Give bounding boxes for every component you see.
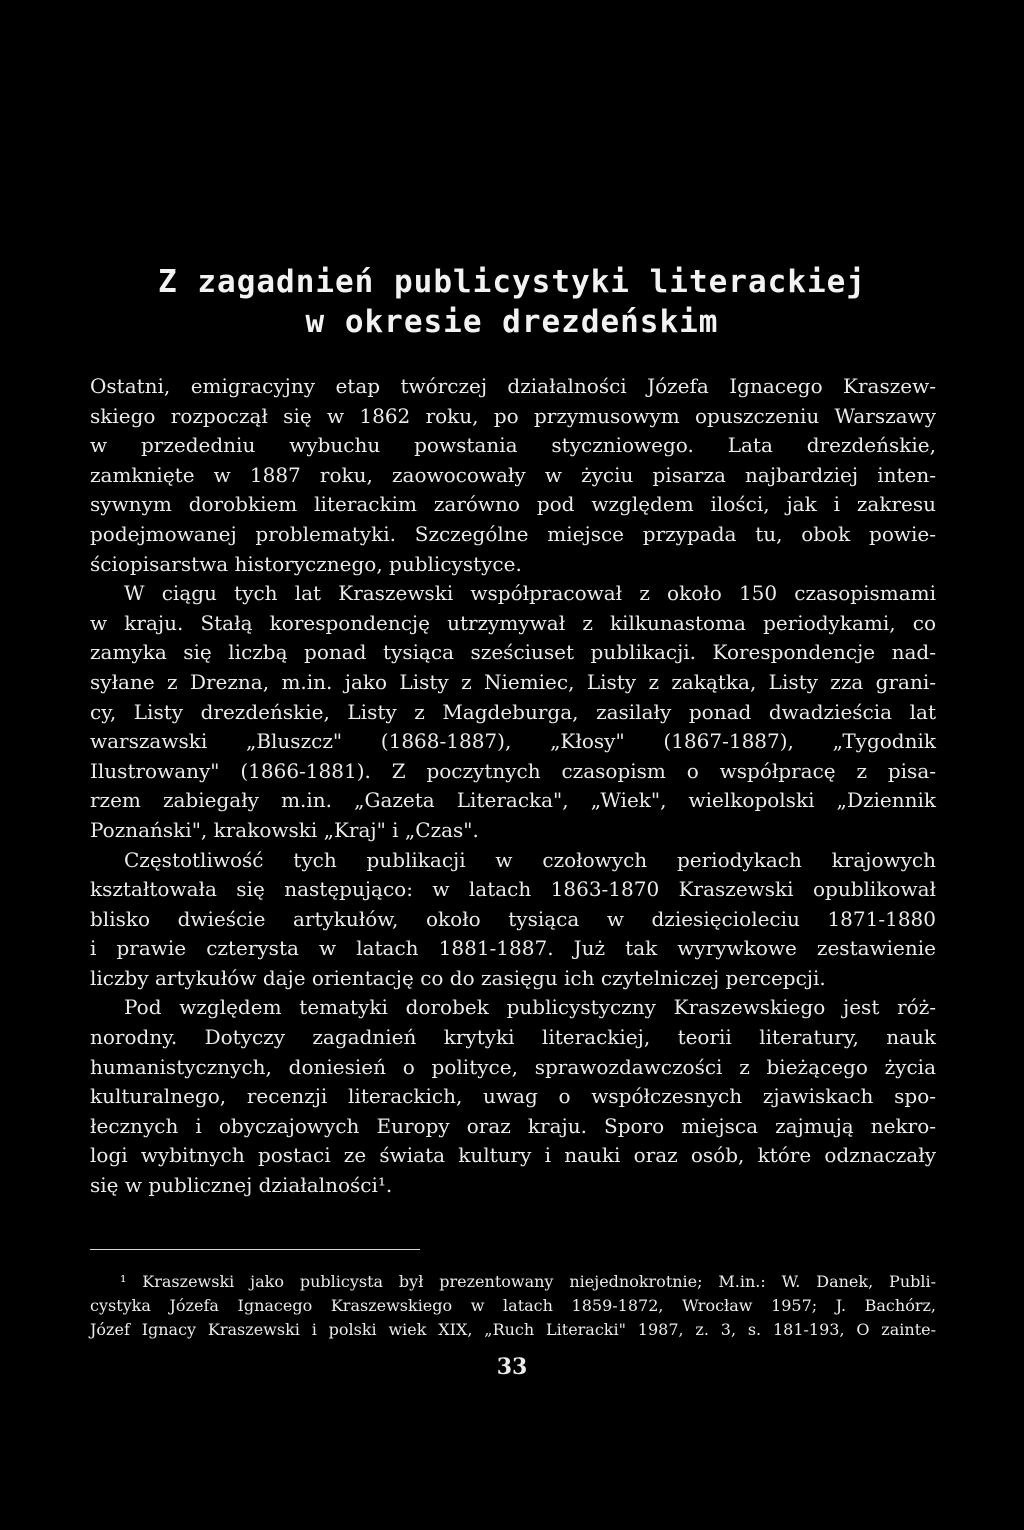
footnote-divider bbox=[90, 1249, 420, 1250]
text-line: humanistycznych, doniesień o polityce, sprawozdawczości z bieżącego życia bbox=[90, 1054, 936, 1079]
text-line: logi wybitnych postaci ze świata kultury i nauki oraz osób, które odznaczały bbox=[90, 1143, 936, 1168]
paragraph-4 bbox=[90, 993, 936, 1200]
text-line: syłane z Drezna, m.in. jako Listy z Niemiec, Listy z zakątka, Listy zza grani- bbox=[90, 669, 936, 694]
text-line: blisko dwieście artykułów, około tysiąca w dziesięcioleciu 1871-1880 bbox=[90, 906, 936, 931]
text-line: skiego rozpoczął się w 1862 roku, po przymusowym opuszczeniu Warszawy bbox=[90, 403, 936, 428]
text-line: warszawski „Bluszcz" (1868-1887), „Kłosy" (1867-1887), „Tygodnik bbox=[90, 729, 936, 754]
text-line: w przededniu wybuchu powstania styczniowego. Lata drezdeńskie, bbox=[90, 433, 936, 458]
text-line: sywnym dorobkiem literackim zarówno pod względem ilości, jak i zakresu bbox=[90, 492, 936, 517]
footnote bbox=[90, 1270, 936, 1342]
text-line: Częstotliwość tych publikacji w czołowych periodykach krajowych bbox=[124, 847, 936, 872]
body-text bbox=[90, 372, 936, 1201]
text-line: W ciągu tych lat Kraszewski współpracował z około 150 czasopismami bbox=[124, 581, 936, 606]
text-line: kształtowała się następująco: w latach 1863-1870 Kraszewski opublikował bbox=[90, 877, 936, 902]
text-line: norodny. Dotyczy zagadnień krytyki literackiej, teorii literatury, nauk bbox=[90, 1025, 936, 1050]
text-line: Poznański", krakowski „Kraj" i „Czas". bbox=[90, 817, 479, 842]
footnote-line: ¹ Kraszewski jako publicysta był prezentowany niejednokrotnie; M.in.: W. Danek, Publi- bbox=[120, 1272, 936, 1291]
text-line: łecznych i obyczajowych Europy oraz kraju. Sporo miejsca zajmują nekro- bbox=[90, 1113, 936, 1138]
text-line: cy, Listy drezdeńskie, Listy z Magdeburga, zasilały ponad dwadzieścia lat bbox=[90, 699, 936, 724]
text-line: się w publicznej działalności¹. bbox=[90, 1173, 393, 1198]
text-line: zamyka się liczbą ponad tysiąca sześciuset publikacji. Korespondencje nad- bbox=[90, 640, 936, 665]
paragraph-1 bbox=[90, 372, 936, 579]
text-line: Ostatni, emigracyjny etap twórczej działalności Józefa Ignacego Kraszew- bbox=[90, 374, 936, 398]
chapter-title-line-2: w okresie drezdeńskim bbox=[305, 304, 719, 340]
footnote-line: Józef Ignacy Kraszewski i polski wiek XIX, „Ruch Literacki" 1987, z. 3, s. 181-193, O zainte- bbox=[90, 1320, 936, 1339]
paragraph-2 bbox=[90, 579, 936, 845]
text-line: w kraju. Stałą korespondencję utrzymywał z kilkunastoma periodykami, co bbox=[90, 610, 936, 635]
text-line: Ilustrowany" (1866-1881). Z poczytnych czasopism o współpracę z pisa- bbox=[90, 758, 936, 783]
paragraph-3 bbox=[90, 846, 936, 994]
text-line: i prawie czterysta w latach 1881-1887. Już tak wyrywkowe zestawienie bbox=[90, 936, 936, 961]
chapter-title-line-1: Z zagadnień publicystyki literackiej bbox=[158, 264, 866, 300]
text-line: kulturalnego, recenzji literackich, uwag o współczesnych zjawiskach spo- bbox=[90, 1084, 936, 1109]
text-line: rzem zabiegały m.in. „Gazeta Literacka", „Wiek", wielkopolski „Dziennik bbox=[90, 788, 936, 813]
text-line: ściopisarstwa historycznego, publicystyce. bbox=[90, 551, 522, 576]
chapter-title bbox=[90, 262, 934, 342]
text-line: podejmowanej problematyki. Szczególne miejsce przypada tu, obok powie- bbox=[90, 521, 936, 546]
footnote-line: cystyka Józefa Ignacego Kraszewskiego w latach 1859-1872, Wrocław 1957; J. Bachórz, bbox=[90, 1296, 936, 1315]
text-line: Pod względem tematyki dorobek publicystyczny Kraszewskiego jest róż- bbox=[124, 995, 936, 1020]
text-line: zamknięte w 1887 roku, zaowocowały w życiu pisarza najbardziej inten- bbox=[90, 462, 936, 487]
text-line: liczby artykułów daje orientację co do zasięgu ich czytelniczej percepcji. bbox=[90, 965, 826, 990]
page-number: 33 bbox=[496, 1354, 528, 1380]
